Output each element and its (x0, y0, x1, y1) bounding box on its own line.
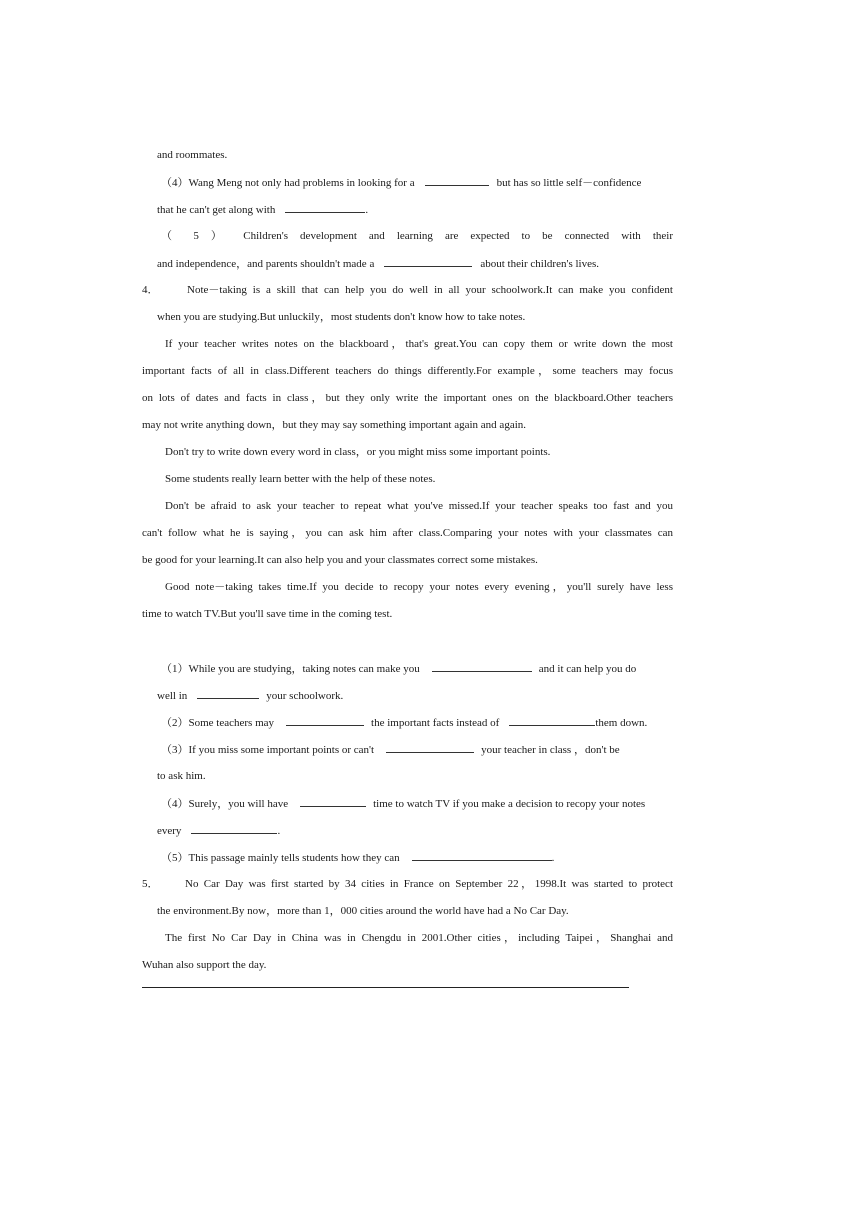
text-span: on lots of dates and facts in class，but they only write the important ones on the blackboard.Other teachers (142, 392, 673, 404)
passage-line (157, 310, 525, 324)
item-5-line (161, 850, 554, 865)
question-5-number (142, 877, 159, 891)
text-span: and roommates. (157, 149, 228, 161)
answer-blank[interactable] (386, 742, 474, 753)
passage-line (165, 580, 673, 594)
text-span: （2）Some teachers may (161, 717, 275, 729)
text-span: can't follow what he is saying，you can ask him after class.Comparing your notes with your classmates can (142, 527, 673, 539)
item-1-line-1 (161, 661, 636, 676)
text-span: Some students really learn better with the help of these notes. (165, 473, 436, 485)
text-span: time to watch TV.But you'll save time in the coming test. (142, 608, 393, 620)
text-span: Note－taking is a skill that can help you do well in all your schoolwork.It can make you confident (187, 284, 673, 296)
text-span: may not write anything down，but they may say something important again and again. (142, 419, 527, 431)
text-span: well in (157, 690, 188, 702)
item-1-line-2 (157, 688, 343, 703)
text-span: time to watch TV if you make a decision to recopy your notes (373, 798, 646, 810)
text-span: Don't be afraid to ask your teacher to repeat what you've missed.If your teacher speaks too fast and you (165, 500, 673, 512)
answer-blank[interactable] (191, 823, 277, 834)
passage-line (142, 607, 392, 621)
text-span: （3）If you miss some important points or can't (161, 744, 375, 756)
passage-line (187, 283, 673, 297)
text-span: Wuhan also support the day. (142, 959, 267, 971)
text-span: and it can help you do (538, 663, 637, 675)
text-span: important facts of all in class.Different teachers do things differently.For example，some teachers may focus (142, 365, 673, 377)
text-span: （ 5 ） Children's development and learning are expected to be connected with their (161, 230, 673, 242)
text-span: （5）This passage mainly tells students how they can (161, 852, 400, 864)
passage-line (142, 958, 266, 972)
question-number: 5． (142, 878, 159, 890)
text-span: the important facts instead of (371, 717, 500, 729)
item-3-line-1 (161, 742, 620, 757)
text-span: them down. (595, 717, 648, 729)
text-span: If your teacher writes notes on the blackboard，that's great.You can copy them or write down the most (165, 338, 673, 350)
answer-blank[interactable] (425, 175, 489, 186)
passage-line (142, 391, 673, 405)
text-span: that he can't get along with (157, 204, 276, 216)
text-span: every (157, 825, 182, 837)
answer-blank[interactable] (412, 850, 552, 861)
text-span: （4）Surely，you will have (161, 798, 289, 810)
passage-line (185, 877, 673, 891)
passage-line (165, 472, 435, 486)
item-5-line-2 (157, 256, 599, 271)
text-span: but has so little self－confidence (496, 177, 642, 189)
text-span: No Car Day was first started by 34 cities in France on September 22，1998.It was started to protect (185, 878, 673, 890)
item-4-line-2 (157, 823, 280, 838)
item-2-line (161, 715, 647, 730)
text-span: about their children's lives. (480, 258, 600, 270)
text-span: be good for your learning.It can also help you and your classmates correct some mistakes. (142, 554, 538, 566)
answer-blank[interactable] (384, 256, 472, 267)
answer-blank[interactable] (285, 202, 365, 213)
passage-line (142, 364, 673, 378)
item-4-line-2: that he can't get along with . (157, 204, 369, 216)
item-4-line-1 (161, 796, 645, 811)
passage-line (165, 445, 550, 459)
item-5-line-1 (161, 229, 673, 243)
text-span: your schoolwork. (266, 690, 344, 702)
answer-blank[interactable] (300, 796, 366, 807)
text-span: to ask him. (157, 770, 206, 782)
footer-rule (142, 987, 629, 988)
text-span: . (551, 852, 555, 864)
text-span: the environment.By now，more than 1，000 cities around the world have had a No Car Day. (157, 905, 569, 917)
passage-line (165, 499, 673, 513)
text-span: your teacher in class ，don't be (481, 744, 620, 756)
answer-blank[interactable] (286, 715, 364, 726)
passage-line (142, 418, 526, 432)
question-number: 4． (142, 284, 159, 296)
text-span: Good note－taking takes time.If you decide to recopy your notes every evening，you'll surely have less (165, 581, 673, 593)
text-span: . (277, 825, 281, 837)
passage-line (142, 553, 538, 567)
text-span: and independence，and parents shouldn't made a (157, 258, 375, 270)
item-4-line-1 (161, 175, 641, 190)
passage-line (165, 931, 673, 945)
text-span: when you are studying.But unluckily，most students don't know how to take notes. (157, 311, 526, 323)
passage-line (165, 337, 673, 351)
answer-blank[interactable] (197, 688, 259, 699)
text-span: The first No Car Day in China was in Chengdu in 2001.Other cities，including Taipei，Shanghai and (165, 932, 673, 944)
question-4-number (142, 283, 159, 297)
text-span: （4）Wang Meng not only had problems in looking for a (161, 177, 415, 189)
text-span: Don't try to write down every word in class，or you might miss some important points. (165, 446, 551, 458)
item-3-line-2 (157, 769, 206, 783)
text-span: （1）While you are studying，taking notes can make you (161, 663, 420, 675)
answer-blank[interactable] (509, 715, 595, 726)
passage-line (142, 526, 673, 540)
answer-blank[interactable] (432, 661, 532, 672)
passage-line (157, 904, 569, 918)
text-line (157, 148, 227, 162)
